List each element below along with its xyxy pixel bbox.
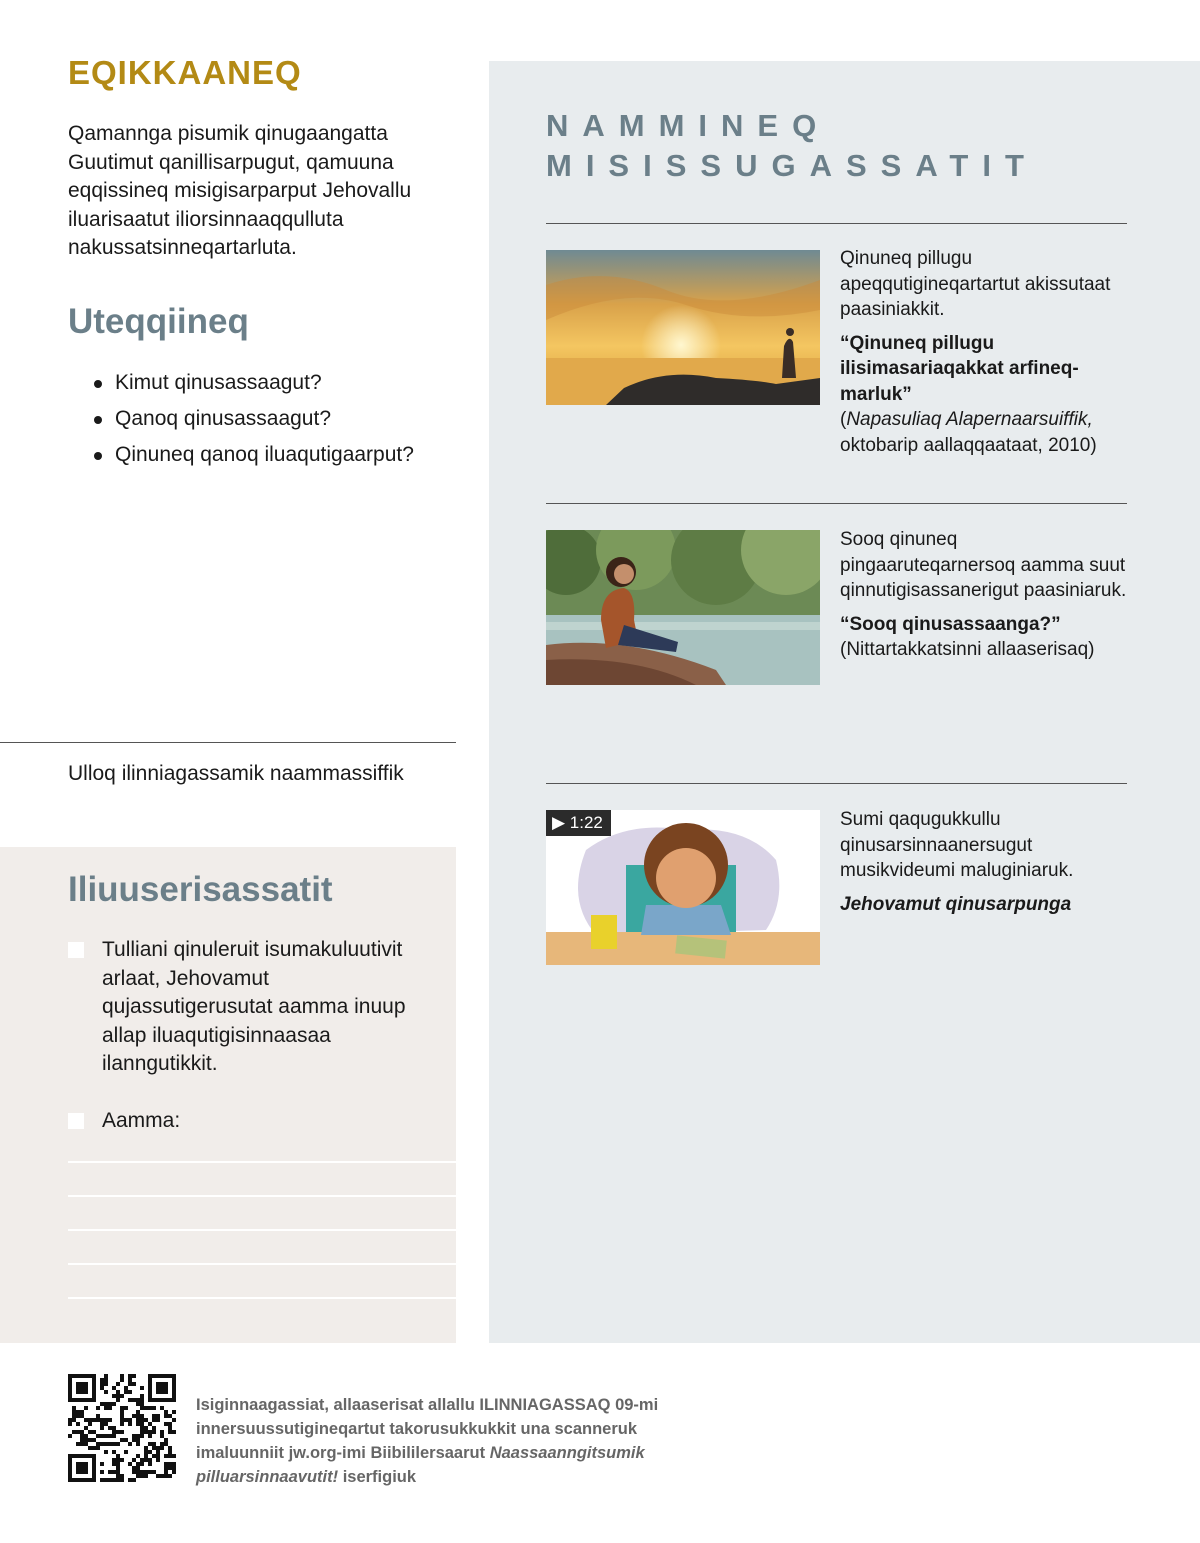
woman-by-river-photo[interactable] <box>546 530 820 685</box>
review-question: Kimut qinusassaagut? <box>68 368 448 397</box>
resource-description: Qinuneq pillugu apeqqutigineqartartut akissutaat paasiniakkit. <box>840 248 1111 320</box>
divider <box>0 742 456 743</box>
resource-title[interactable]: “Qinuneq pillugu ilisimasariaqakkat arfineq-marluk” <box>840 332 1079 405</box>
review-title: Uteqqiineq <box>68 302 249 341</box>
resource-item <box>840 246 1130 458</box>
qr-code[interactable] <box>68 1374 176 1482</box>
divider <box>546 783 1127 784</box>
resource-item <box>840 527 1130 663</box>
resource-item <box>840 807 1130 917</box>
animated-boy-praying-video[interactable] <box>546 810 820 965</box>
footer-text: Isiginnaagassiat, allaaserisat allallu ILINNIAGASSAQ 09-mi innersuussutigineqartut takorusukkukkit una scanneruk imaluunniit jw.org-imi Biibililersaarut Naassaanngitsumik pilluarsinnaavutit! iserfigiuk <box>196 1396 659 1486</box>
review-questions <box>68 368 448 476</box>
video-duration-badge: ▶ 1:22 <box>546 810 611 836</box>
sunset-figure-photo[interactable] <box>546 250 820 405</box>
checkbox[interactable] <box>68 1113 84 1129</box>
divider <box>546 223 1127 224</box>
goal-item <box>68 1107 428 1136</box>
goal-item <box>68 936 428 1079</box>
review-question: Qanoq qinusassaagut? <box>68 404 448 433</box>
write-line[interactable] <box>68 1263 456 1265</box>
resource-source: (Nittartakkatsinni allaaserisaq) <box>840 639 1095 660</box>
goal-text: Tulliani qinuleruit isumakuluutivit arlaat, Jehovamut qujassutigerusutat aamma inuup allap iluaqutigisinnaasaa ilanngutikkit. <box>102 938 406 1075</box>
completion-date-label: Ulloq ilinniagassamik naammassiffik <box>68 762 404 785</box>
summary-text: Qamannga pisumik qinugaangatta Guutimut qanillisarpugut, qamuuna eqqissineq misigisarparput Jehovallu iluarisaatut iliorsinnaaqqulluta nakussatsinneqartarluta. <box>68 122 412 259</box>
resource-source: (Napasuliaq Alapernaarsuiffik, oktobarip aallaqqaataat, 2010) <box>840 409 1097 456</box>
goals-title: Iliuuserisassatit <box>68 870 333 909</box>
resource-title[interactable]: “Sooq qinusassaanga?” <box>840 613 1061 635</box>
write-line[interactable] <box>68 1297 456 1299</box>
checkbox[interactable] <box>68 942 84 958</box>
write-line[interactable] <box>68 1195 456 1197</box>
resource-description: Sumi qaqugukkullu qinusarsinnaanersugut musikvideumi maluginiaruk. <box>840 809 1074 881</box>
resource-title[interactable]: Jehovamut qinusarpunga <box>840 893 1072 915</box>
goals-section <box>0 847 456 1343</box>
review-question: Qinuneq qanoq iluaqutigaarput? <box>68 440 448 469</box>
summary-title: EQIKKAANEQ <box>68 54 302 91</box>
resource-description: Sooq qinuneq pingaaruteqarnersoq aamma suut qinnutigisassanerigut paasiniaruk. <box>840 529 1127 601</box>
divider <box>546 503 1127 504</box>
write-line[interactable] <box>68 1229 456 1231</box>
explore-title: NAMMINEQ MISISSUGASSATIT <box>546 108 1038 183</box>
write-line[interactable] <box>68 1161 456 1163</box>
goal-text: Aamma: <box>102 1109 181 1132</box>
